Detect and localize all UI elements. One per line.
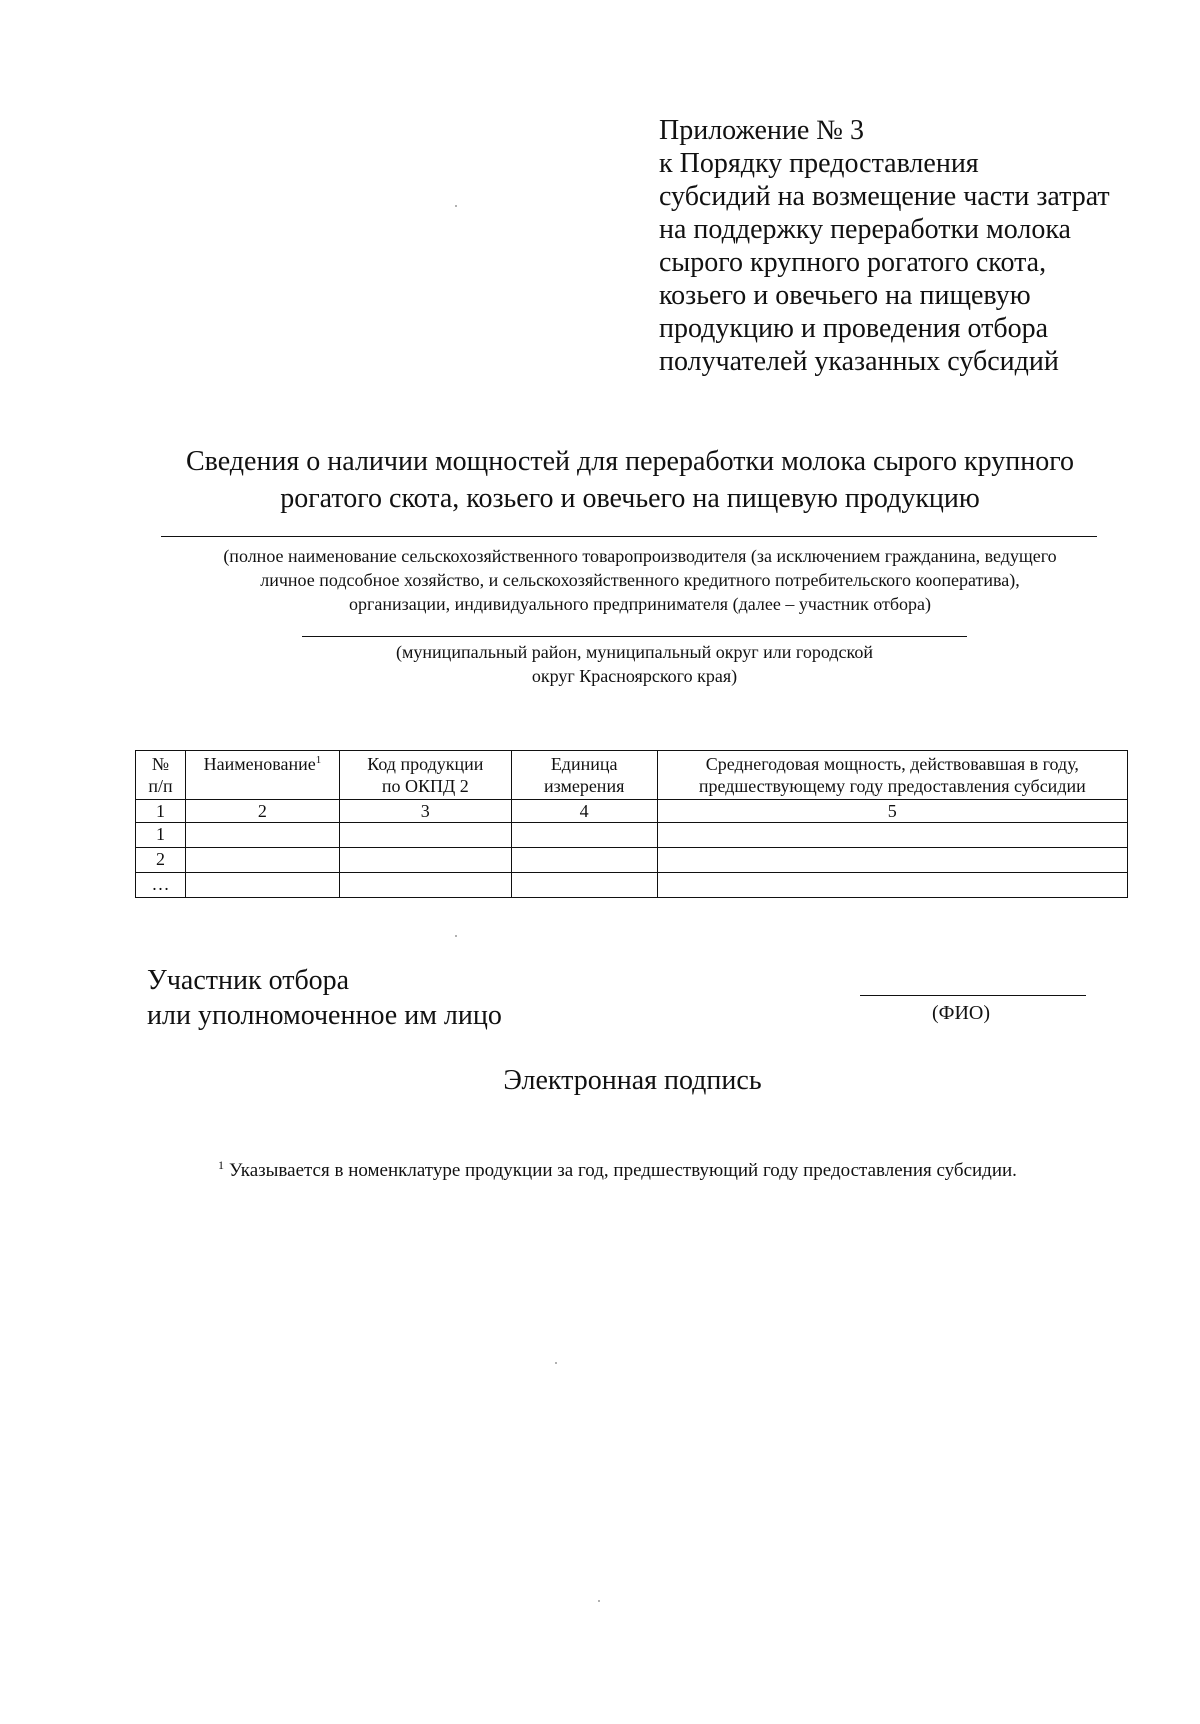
- footnote-ref: 1: [315, 754, 322, 766]
- table-cell[interactable]: [339, 873, 511, 898]
- header-cell-capacity: Среднегодовая мощность, действовавшая в году, предшествующему году предоставления субсидии: [657, 751, 1127, 800]
- signatory-label: [147, 963, 502, 1033]
- table-cell[interactable]: [339, 848, 511, 873]
- table-header-row: [136, 751, 1128, 800]
- annex-header: [659, 114, 1179, 378]
- scan-speck: [455, 205, 457, 207]
- header-cell-number: № п/п: [136, 751, 186, 800]
- participant-name-line: [161, 536, 1097, 537]
- annex-line: на поддержку переработки молока: [659, 214, 1071, 245]
- table-cell[interactable]: [511, 823, 657, 848]
- annex-line: субсидий на возмещение части затрат: [659, 181, 1110, 212]
- table-cell[interactable]: [657, 823, 1127, 848]
- column-number: 2: [185, 800, 339, 823]
- scan-speck: [598, 1600, 600, 1602]
- column-number-row: [136, 800, 1128, 823]
- table-row: [136, 848, 1128, 873]
- participant-caption: [110, 544, 1170, 616]
- annex-line: получателей указанных субсидий: [659, 346, 1059, 377]
- row-number: 1: [136, 823, 186, 848]
- caption-line: организации, индивидуального предпринимателя (далее – участник отбора): [348, 594, 932, 614]
- annex-line: козьего и овечьего на пищевую: [659, 280, 1031, 311]
- annex-line: продукцию и проведения отбора: [659, 313, 1049, 344]
- caption-line: личное подсобное хозяйство, и сельскохозяйственного кредитного потребительского кооператива),: [260, 570, 1020, 590]
- capacity-table: [135, 750, 1128, 898]
- footnote-text: Указывается в номенклатуре продукции за год, предшествующий году предоставления субсидии.: [229, 1160, 1017, 1181]
- table-cell[interactable]: [657, 848, 1127, 873]
- footnote: [218, 1157, 1017, 1182]
- region-line: [302, 636, 967, 637]
- caption-line: округ Красноярского края): [531, 666, 738, 686]
- footnote-marker: 1: [218, 1157, 224, 1172]
- signature-line: [860, 995, 1086, 996]
- annex-line: Приложение № 3: [659, 115, 864, 146]
- signatory-line: Участник отбора: [147, 965, 350, 996]
- caption-line: (полное наименование сельскохозяйственного товаропроизводителя (за исключением гражданина, ведущего: [223, 546, 1057, 566]
- table-row: [136, 823, 1128, 848]
- annex-line: к Порядку предоставления: [659, 148, 979, 179]
- electronic-signature-label: Электронная подпись: [503, 1065, 762, 1096]
- scan-speck: [555, 1362, 557, 1364]
- title-line: рогатого скота, козьего и овечьего на пищевую продукцию: [280, 483, 980, 514]
- table-cell[interactable]: [511, 848, 657, 873]
- column-number: 4: [511, 800, 657, 823]
- header-cell-code: Код продукции по ОКПД 2: [339, 751, 511, 800]
- region-caption: [302, 640, 967, 688]
- table-row: [136, 873, 1128, 898]
- header-cell-unit: Единица измерения: [511, 751, 657, 800]
- table-cell[interactable]: [339, 823, 511, 848]
- document-title: [100, 443, 1160, 517]
- table-cell[interactable]: [185, 823, 339, 848]
- column-number: 3: [339, 800, 511, 823]
- fio-caption: (ФИО): [932, 1002, 991, 1024]
- caption-line: (муниципальный район, муниципальный округ или городской: [396, 642, 873, 662]
- column-number: 1: [136, 800, 186, 823]
- annex-line: сырого крупного рогатого скота,: [659, 247, 1047, 278]
- row-number: 2: [136, 848, 186, 873]
- row-number: …: [136, 873, 186, 898]
- title-line: Сведения о наличии мощностей для переработки молока сырого крупного: [185, 446, 1075, 477]
- table-cell[interactable]: [185, 848, 339, 873]
- table-cell[interactable]: [657, 873, 1127, 898]
- header-cell-name: Наименование$^1$: [185, 751, 339, 800]
- table-cell[interactable]: [185, 873, 339, 898]
- table-cell[interactable]: [511, 873, 657, 898]
- column-number: 5: [657, 800, 1127, 823]
- scan-speck: [455, 935, 457, 937]
- signatory-line: или уполномоченное им лицо: [147, 1000, 502, 1031]
